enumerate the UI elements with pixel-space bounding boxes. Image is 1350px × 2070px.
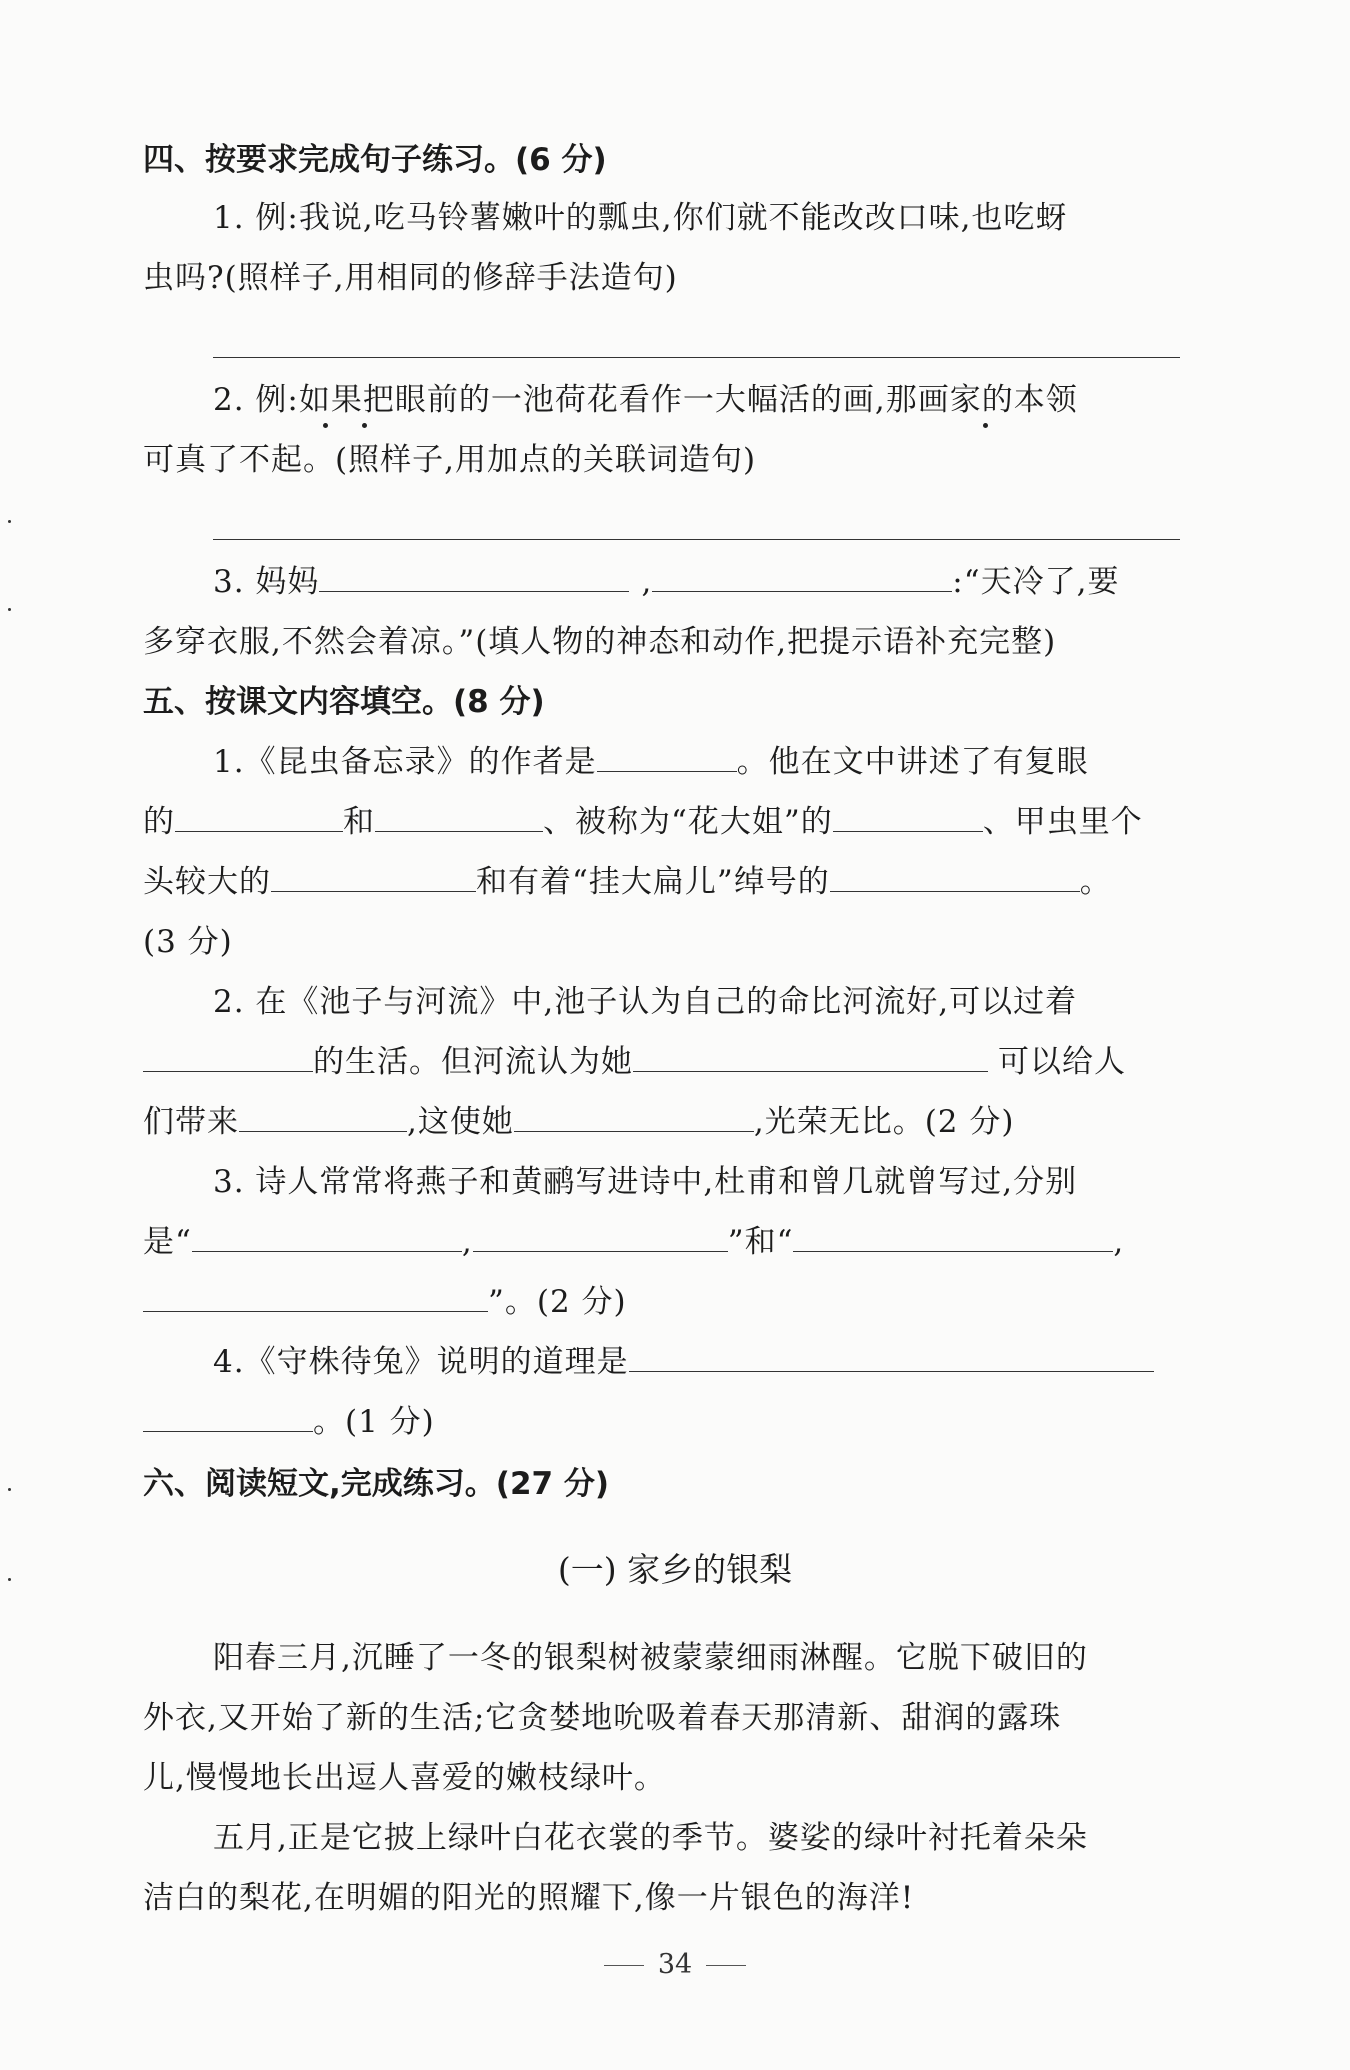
q3-text-line-1 [213, 560, 1350, 604]
s5-q1-blank-author[interactable] [597, 741, 737, 772]
q1-answer-line[interactable] [213, 357, 1180, 358]
s5-q2-line-2 [143, 1040, 1350, 1084]
s5-q1-text-f: 、甲虫里个 [982, 804, 1143, 840]
s5-q3-blank-1[interactable] [192, 1221, 462, 1252]
s5-q1-text-e: 、被称为“花大姐”的 [543, 804, 833, 840]
s5-q2-text-d: 们带来 [143, 1104, 239, 1140]
s5-q1-blank-1[interactable] [175, 801, 343, 832]
page-footer [0, 1945, 1350, 1985]
s5-q4-line-1 [213, 1340, 1350, 1384]
q3-text-part-3: :“天冷了,要 [952, 564, 1120, 600]
s5-q3-blank-2[interactable] [473, 1221, 728, 1252]
q2-text-line-1: 2. 例:如果把眼前的一池荷花看作一大幅活的画,那画家的本领 [213, 382, 1078, 418]
s5-q1-line-1 [213, 740, 1350, 784]
s5-q4-blank-1[interactable] [629, 1341, 1154, 1372]
s5-q1-blank-3[interactable] [833, 801, 983, 832]
s5-q1-text-b: 。他在文中讲述了有复眼 [736, 744, 1089, 780]
s5-q3-line-3 [143, 1280, 1350, 1324]
page-number: 34 [657, 1949, 693, 1980]
s5-q3-text-b: 是“ [143, 1224, 192, 1260]
s5-q1-text-h: 和有着“挂大扁儿”绰号的 [476, 864, 830, 900]
footer-dash-right [706, 1965, 746, 1966]
q3-text-part-1: 3. 妈妈 [213, 564, 320, 600]
s5-q4-line-2 [143, 1400, 1350, 1444]
s5-q1-text-d: 和 [343, 804, 375, 840]
s5-q1-score: (3 分) [143, 924, 233, 960]
s5-q3-text-f: ”。(2 分) [488, 1284, 627, 1320]
s5-q2-blank-4[interactable] [514, 1101, 754, 1132]
s5-q4-blank-2[interactable] [143, 1401, 313, 1432]
q2-text-line-2: 可真了不起。(照样子,用加点的关联词造句) [143, 442, 757, 478]
s5-q1-blank-4[interactable] [271, 861, 476, 892]
s5-q4-text-b: 。(1 分) [313, 1404, 435, 1440]
footer-dash-left [604, 1965, 644, 1966]
q1-text-line-1: 1. 例:我说,吃马铃薯嫩叶的瓢虫,你们就不能改改口味,也吃蚜 [213, 200, 1068, 236]
passage-p2-line-1: 五月,正是它披上绿叶白花衣裳的季节。婆娑的绿叶衬托着朵朵 [213, 1820, 1088, 1856]
margin-speck [8, 1488, 11, 1491]
s5-q2-blank-3[interactable] [239, 1101, 407, 1132]
s5-q3-text-d: ”和“ [727, 1224, 794, 1260]
s5-q1-line-3 [143, 860, 1350, 904]
s5-q3-text-c: , [461, 1224, 473, 1260]
section-4-heading: 四、按要求完成句子练习。(6 分) [143, 142, 607, 178]
s5-q2-text-f: ,光荣无比。(2 分) [753, 1104, 1015, 1140]
passage-p2-line-2: 洁白的梨花,在明媚的阳光的照耀下,像一片银色的海洋! [143, 1880, 915, 1916]
q3-text-line-2: 多穿衣服,不然会着凉。”(填人物的神态和动作,把提示语补充完整) [143, 624, 1057, 660]
q3-blank-action[interactable] [652, 561, 952, 592]
s5-q2-text-c: 可以给人 [998, 1044, 1126, 1080]
s5-q1-blank-5[interactable] [830, 861, 1080, 892]
emphasis-dot [983, 423, 988, 428]
s5-q1-blank-2[interactable] [375, 801, 543, 832]
q2-answer-line[interactable] [213, 539, 1180, 540]
s5-q2-text-e: ,这使她 [407, 1104, 514, 1140]
s5-q1-text-a: 1.《昆虫备忘录》的作者是 [213, 744, 597, 780]
passage-p1-line-2: 外衣,又开始了新的生活;它贪婪地吮吸着春天那清新、甜润的露珠 [143, 1700, 1062, 1736]
section-6-heading: 六、阅读短文,完成练习。(27 分) [143, 1466, 610, 1502]
s5-q2-blank-2[interactable] [633, 1041, 988, 1072]
q3-blank-expression[interactable] [319, 561, 629, 592]
q3-text-part-2: , [641, 564, 653, 600]
passage-p1-line-1: 阳春三月,沉睡了一冬的银梨树被蒙蒙细雨淋醒。它脱下破旧的 [213, 1640, 1088, 1676]
emphasis-dot [362, 423, 367, 428]
s5-q2-line-3 [143, 1100, 1350, 1144]
s5-q4-text-a: 4.《守株待兔》说明的道理是 [213, 1344, 629, 1380]
margin-speck [8, 520, 11, 523]
emphasis-dot [323, 423, 328, 428]
s5-q2-line-1: 2. 在《池子与河流》中,池子认为自己的命比河流好,可以过着 [213, 984, 1078, 1020]
s5-q1-text-g: 头较大的 [143, 864, 271, 900]
s5-q3-text-e: , [1113, 1224, 1125, 1260]
s5-q1-text-c: 的 [143, 804, 175, 840]
margin-speck [8, 608, 11, 611]
passage-p1-line-3: 儿,慢慢地长出逗人喜爱的嫩枝绿叶。 [143, 1760, 666, 1796]
q1-text-line-2: 虫吗?(照样子,用相同的修辞手法造句) [143, 260, 678, 296]
s5-q2-blank-1[interactable] [143, 1041, 313, 1072]
s5-q3-line-1: 3. 诗人常常将燕子和黄鹂写进诗中,杜甫和曾几就曾写过,分别 [213, 1164, 1078, 1200]
s5-q3-blank-4[interactable] [143, 1281, 488, 1312]
s5-q3-blank-3[interactable] [793, 1221, 1113, 1252]
margin-speck [8, 1578, 11, 1581]
section-5-heading: 五、按课文内容填空。(8 分) [143, 684, 545, 720]
s5-q1-line-2 [143, 800, 1350, 844]
s5-q1-text-i: 。 [1079, 864, 1112, 900]
s5-q2-text-b: 的生活。但河流认为她 [313, 1044, 633, 1080]
s5-q3-line-2 [143, 1220, 1350, 1264]
passage-title: (一) 家乡的银梨 [557, 1550, 793, 1589]
